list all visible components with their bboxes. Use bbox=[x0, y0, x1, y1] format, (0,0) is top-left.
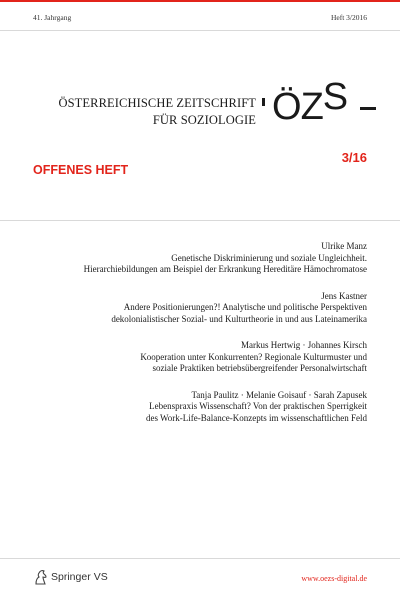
logo-tick-mark bbox=[262, 98, 265, 106]
content-divider bbox=[0, 220, 400, 221]
volume-label: 41. Jahrgang bbox=[33, 13, 72, 22]
logo-dash-mark bbox=[360, 107, 376, 110]
article-title-line: Kooperation unter Konkurrenten? Regionale Kulturmuster und bbox=[140, 351, 367, 362]
table-of-contents bbox=[27, 241, 367, 439]
article-entry bbox=[27, 241, 367, 276]
footer-divider bbox=[0, 558, 400, 559]
issue-label: Heft 3/2016 bbox=[330, 13, 367, 22]
article-title-line: dekolonialistischer Sozial- und Kulturtheorie in und aus Lateinamerika bbox=[111, 313, 367, 324]
article-title-line: soziale Praktiken betriebsübergreifender Personalwirtschaft bbox=[152, 363, 367, 373]
journal-logo bbox=[262, 76, 382, 130]
article-authors: Tanja Paulitz · Melanie Goisauf · Sarah Zapusek bbox=[191, 389, 367, 400]
springer-horse-icon bbox=[33, 569, 48, 585]
journal-title-line2: FÜR SOZIOLOGIE bbox=[152, 113, 256, 127]
article-authors: Markus Hertwig · Johannes Kirsch bbox=[241, 340, 367, 350]
article-entry bbox=[27, 340, 367, 375]
section-label: OFFENES HEFT bbox=[33, 163, 129, 177]
article-title-line: Hierarchiebildungen am Beispiel der Erkrankung Hereditäre Hämochromatose bbox=[83, 264, 367, 274]
top-red-bar bbox=[0, 0, 400, 2]
publisher-logo bbox=[33, 569, 108, 585]
article-title-line: Lebenspraxis Wissenschaft? Von der praktischen Sperrigkeit bbox=[149, 401, 367, 411]
journal-title bbox=[34, 95, 256, 129]
article-entry bbox=[27, 390, 367, 425]
logo-text: ÖZS bbox=[272, 76, 348, 128]
publisher-name: Springer bbox=[51, 571, 91, 583]
issue-number: 3/16 bbox=[341, 150, 367, 165]
article-title-line: Genetische Diskriminierung und soziale Ungleichheit. bbox=[171, 252, 367, 263]
journal-website-link[interactable]: www.oezs-digital.de bbox=[301, 574, 367, 583]
article-entry bbox=[27, 291, 367, 326]
publisher-suffix: VS bbox=[93, 571, 108, 583]
journal-title-line1: ÖSTERREICHISCHE ZEITSCHRIFT bbox=[58, 96, 256, 110]
article-authors: Ulrike Manz bbox=[321, 241, 367, 251]
article-title-line: Andere Positionierungen?! Analytische und politische Perspektiven bbox=[123, 302, 367, 312]
article-title-line: des Work-Life-Balance-Konzepts im wissenschaftlichen Feld bbox=[145, 412, 367, 423]
article-authors: Jens Kastner bbox=[321, 290, 367, 301]
header-divider bbox=[0, 30, 400, 31]
